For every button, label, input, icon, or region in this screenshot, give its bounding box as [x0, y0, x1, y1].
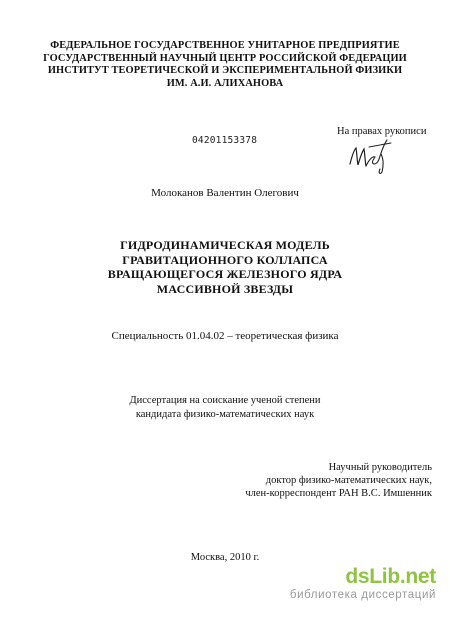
degree-statement [0, 394, 450, 421]
org-line: ГОСУДАРСТВЕННЫЙ НАУЧНЫЙ ЦЕНТР РОССИЙСКОЙ ФЕДЕРАЦИИ [43, 52, 407, 64]
title-line: ГРАВИТАЦИОННОГО КОЛЛАПСА [122, 252, 328, 267]
catalog-number: 04201153378 [192, 135, 258, 146]
author-name: Молоканов Валентин Олегович [151, 187, 299, 199]
handwritten-signature [347, 138, 393, 176]
supervisor-line: член-корреспондент РАН В.С. Имшенник [245, 488, 432, 500]
org-line: ФЕДЕРАЛЬНОЕ ГОСУДАРСТВЕННОЕ УНИТАРНОЕ ПРЕДПРИЯТИЕ [50, 40, 400, 51]
dslib-watermark [290, 566, 436, 602]
organization-header [0, 40, 450, 90]
org-line: ИМ. А.И. АЛИХАНОВА [166, 77, 284, 89]
degree-line: Диссертация на соискание ученой степени [129, 395, 321, 406]
supervisor-line: доктор физико-математических наук, [265, 475, 432, 487]
specialty: Специальность 01.04.02 – теоретическая физика [111, 330, 339, 342]
degree-line: кандидата физико-математических наук [135, 408, 315, 420]
org-line: ИНСТИТУТ ТЕОРЕТИЧЕСКОЙ И ЭКСПЕРИМЕНТАЛЬНОЙ ФИЗИКИ [47, 65, 403, 77]
title-line: МАССИВНОЙ ЗВЕЗДЫ [156, 281, 294, 296]
title-line: ГИДРОДИНАМИЧЕСКАЯ МОДЕЛЬ [120, 238, 330, 252]
dissertation-title [0, 238, 450, 296]
rights-note: На правах рукописи [337, 126, 427, 137]
watermark-logo: dsLib.net [345, 565, 436, 588]
city-year: Москва, 2010 г. [190, 552, 260, 563]
supervisor-block [245, 461, 432, 501]
watermark-subtitle: библиотека диссертаций [289, 589, 436, 601]
title-line: ВРАЩАЮЩЕГОСЯ ЖЕЛЕЗНОГО ЯДРА [107, 267, 343, 281]
supervisor-line: Научный руководитель [328, 462, 432, 473]
